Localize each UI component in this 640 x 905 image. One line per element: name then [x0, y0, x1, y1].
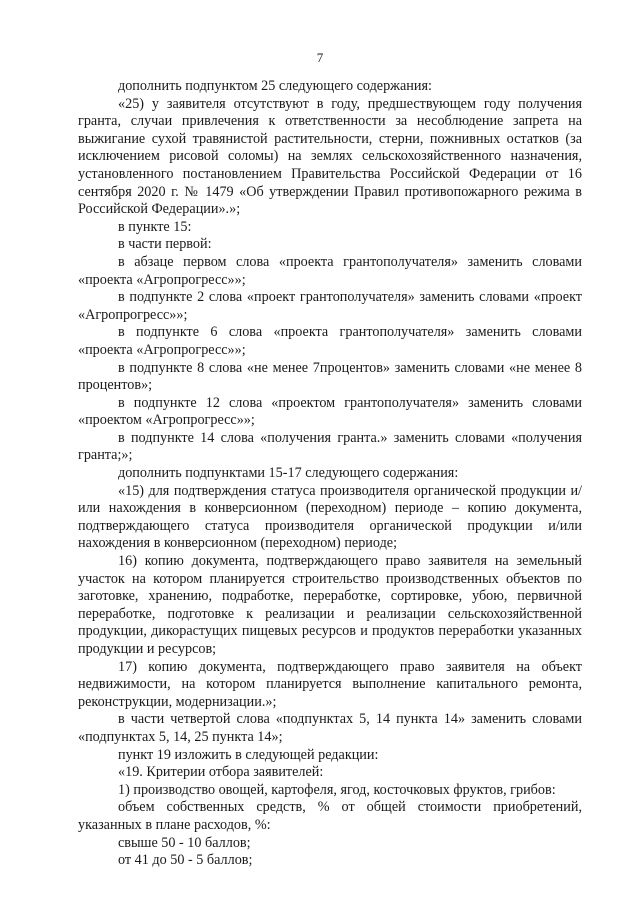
paragraph: в пункте 15: — [118, 218, 192, 235]
paragraph: в подпункте 6 слова «проекта грантополучателя» заменить словами «проекта «Агропрогресс»»; — [78, 324, 582, 358]
page-number: 7 — [316, 50, 324, 65]
paragraph: от 41 до 50 - 5 баллов; — [118, 852, 253, 869]
paragraph: 16) копию документа, подтверждающего право заявителя на земельный участок на котором планируется строительство производственных объектов по заготовке, хранению, подработке, переработке, сортировке, убою, первичной переработке, подготовке к реализации и реализации сельскохозяйственной продукции, дикорастущих пищевых ресурсов и продуктов переработки указанных продукции и ресурсов; — [78, 553, 582, 657]
paragraph: в подпункте 2 слова «проект грантополучателя» заменить словами «проект «Агропрогресс»»; — [78, 289, 582, 323]
paragraph: дополнить подпунктами 15-17 следующего содержания: — [118, 465, 459, 482]
paragraph: свыше 50 - 10 баллов; — [118, 834, 251, 851]
paragraph: в части четвертой слова «подпунктах 5, 14 пункта 14» заменить словами «подпунктах 5, 14, 25 пункта 14»; — [78, 711, 582, 745]
document-body — [78, 78, 582, 870]
paragraph: в подпункте 14 слова «получения гранта.» заменить словами «получения гранта;»; — [78, 429, 582, 464]
paragraph: «25) у заявителя отсутствуют в году, предшествующем году получения гранта, случаи привлечения к ответственности за несоблюдение запрета на выжигание сухой травянистой растительности, стерни, пожнивных остатков (за исключением рисовой соломы) на землях сельскохозяйственного назначения, установленного постановлением Правительства Российской Федерации от 16 сентября 2020 г. № 1479 «Об утверждении Правил противопожарного режима в Российской Федерации».»; — [78, 95, 582, 218]
paragraph: объем собственных средств, % от общей стоимости приобретений, указанных в плане расходов, %: — [78, 799, 582, 833]
paragraph: пункт 19 изложить в следующей редакции: — [118, 746, 379, 763]
paragraph: в части первой: — [118, 236, 212, 253]
paragraph: в абзаце первом слова «проекта грантополучателя» заменить словами «проекта «Агропрогресс»»; — [78, 253, 582, 288]
paragraph: в подпункте 12 слова «проектом грантополучателя» заменить словами «проектом «Агропрогресс»»; — [78, 394, 582, 429]
paragraph: 17) копию документа, подтверждающего право заявителя на объект недвижимости, на котором планируется выполнение капитального ремонта, реконструкции, модернизации.»; — [78, 658, 582, 710]
paragraph: «15) для подтверждения статуса производителя органической продукции и/или нахождения в конверсионном (переходном) периоде – копию документа, подтверждающего статуса производителя органической продукции и/или нахождения в конверсионном (переходном) периоде; — [78, 482, 582, 552]
paragraph: дополнить подпунктом 25 следующего содержания: — [118, 78, 432, 94]
paragraph: 1) производство овощей, картофеля, ягод, косточковых фруктов, грибов: — [118, 781, 556, 798]
paragraph: «19. Критерии отбора заявителей: — [118, 764, 324, 781]
paragraph: в подпункте 8 слова «не менее 7процентов» заменить словами «не менее 8 процентов»; — [78, 359, 582, 394]
